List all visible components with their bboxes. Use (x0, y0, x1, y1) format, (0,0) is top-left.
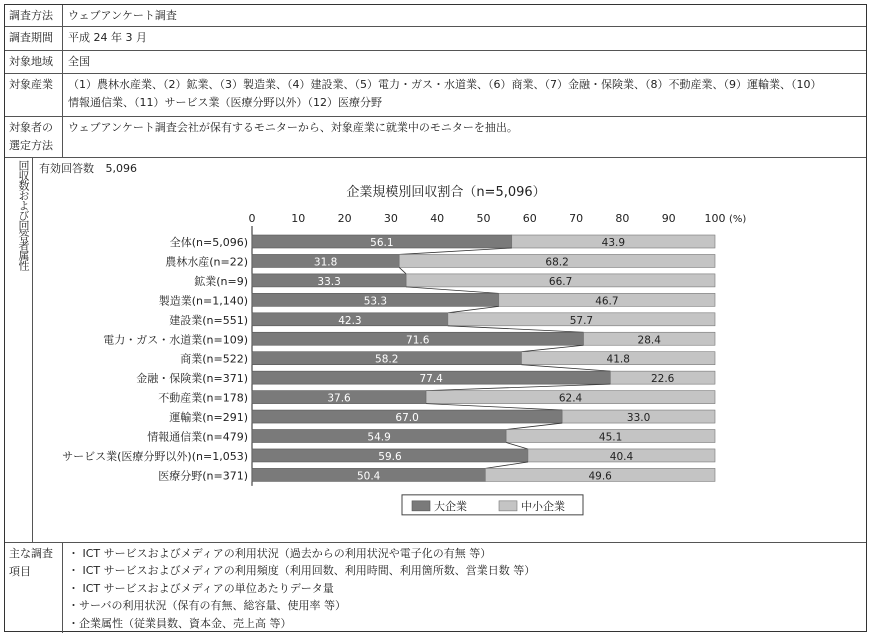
connector-line (448, 306, 499, 312)
survey-item: ・ ICT サービスおよびメディアの利用状況（過去からの利用状況や電子化の有無 等） (68, 547, 492, 560)
data-label-sme: 45.1 (598, 431, 623, 444)
x-tick-label: 60 (522, 212, 537, 225)
data-label-large-enterprise: 67.0 (395, 412, 419, 425)
label-selection-1: 対象者の (9, 121, 53, 134)
category-label: 鉱業(n=9) (194, 274, 248, 288)
legend-swatch-sme (499, 501, 517, 511)
label-items (5, 543, 63, 633)
label-method: 調査方法 (5, 5, 63, 26)
value-selection: ウェブアンケート調査会社が保有するモニターから、対象産業に就業中のモニターを抽出。 (68, 121, 518, 134)
chart-title: 企業規模別回収割合（n=5,096） (346, 185, 546, 200)
label-industry: 対象産業 (5, 74, 63, 116)
category-label: 製造業(n=1,140) (158, 294, 248, 308)
value-industry (63, 74, 866, 112)
connector-line (399, 248, 512, 254)
survey-item: ・ ICT サービスおよびメディアの単位あたりデータ量 (68, 581, 334, 595)
x-tick-label: 40 (430, 212, 445, 225)
label-items-1: 主な調査 (9, 547, 53, 560)
row-selection (5, 117, 866, 158)
survey-overview-table (4, 4, 867, 632)
value-region: 全国 (68, 55, 90, 68)
data-label-large-enterprise: 71.6 (406, 334, 430, 347)
data-label-sme: 43.9 (601, 237, 626, 249)
connector-line (448, 326, 584, 332)
x-tick-label: 100 (704, 212, 726, 225)
data-label-large-enterprise: 77.4 (419, 373, 443, 386)
data-label-large-enterprise: 50.4 (356, 470, 381, 483)
data-label-large-enterprise: 42.3 (338, 314, 362, 327)
data-label-large-enterprise: 37.6 (327, 392, 351, 405)
row-region (5, 51, 866, 74)
category-label: 商業(n=522) (180, 352, 248, 366)
data-label-large-enterprise: 33.3 (317, 275, 341, 288)
data-label-sme: 68.2 (545, 256, 569, 269)
value-method: ウェブアンケート調査 (68, 9, 177, 22)
data-label-large-enterprise: 31.8 (313, 256, 338, 269)
value-responses (33, 158, 866, 178)
label-period: 調査期間 (5, 27, 63, 50)
label-responses: 回収数および回答者属性 (5, 158, 33, 542)
data-label-sme: 41.8 (606, 353, 630, 366)
valid-responses-value: 5,096 (105, 162, 137, 175)
connector-line (426, 384, 610, 390)
category-label: 農林水産(n=22) (165, 255, 248, 269)
data-label-sme: 62.4 (558, 392, 583, 405)
connector-line (506, 443, 528, 449)
category-label: 建設業(n=551) (169, 313, 248, 327)
connector-line (506, 423, 562, 429)
connector-line (485, 462, 528, 468)
data-label-sme: 40.4 (609, 450, 634, 463)
connector-line (521, 365, 610, 371)
category-label: 電力・ガス・水道業(n=109) (103, 333, 248, 347)
category-label: 全体(n=5,096) (169, 236, 248, 249)
x-tick-label: 20 (337, 212, 352, 225)
company-size-chart (33, 180, 867, 540)
data-label-sme: 28.4 (637, 334, 661, 347)
x-tick-label: 80 (615, 212, 630, 225)
industry-line-1: （1）農林水産業、（2）鉱業、（3）製造業、（4）建設業、（5）電力・ガス・水道業、（6）商業、（7）金融・保険業、（8）不動産業、（9）運輸業、（10） (68, 78, 822, 91)
row-items (5, 543, 866, 633)
data-label-large-enterprise: 54.9 (367, 431, 391, 444)
data-label-sme: 46.7 (595, 295, 619, 308)
category-label: 不動産業(n=178) (158, 391, 248, 405)
data-label-sme: 33.0 (626, 412, 651, 425)
data-label-sme: 57.7 (569, 314, 594, 327)
legend-label-sme: 中小企業 (521, 499, 565, 513)
data-label-sme: 66.7 (548, 275, 573, 288)
label-region: 対象地域 (5, 51, 63, 73)
x-tick-label: 90 (661, 212, 676, 225)
industry-line-2: 情報通信業、（11）サービス業（医療分野以外）（12）医療分野 (68, 96, 382, 109)
data-label-sme: 22.6 (650, 373, 675, 386)
category-label: 運輸業(n=291) (169, 411, 248, 425)
x-unit-label: (%) (729, 214, 747, 225)
category-label: 金融・保険業(n=371) (136, 372, 248, 386)
data-label-sme: 49.6 (588, 470, 612, 483)
row-method (5, 5, 866, 27)
survey-item: ・ ICT サービスおよびメディアの利用頻度（利用回数、利用時間、利用箇所数、営業日数 等） (68, 564, 536, 578)
data-label-large-enterprise: 56.1 (370, 237, 394, 249)
items-list (63, 543, 866, 632)
label-items-2: 項目 (9, 565, 31, 578)
x-tick-label: 50 (476, 212, 491, 225)
label-selection-2: 選定方法 (9, 139, 53, 152)
row-responses (5, 158, 866, 543)
data-label-large-enterprise: 53.3 (363, 295, 388, 308)
connector-line (521, 345, 583, 351)
legend-swatch-large (412, 501, 430, 511)
row-industry (5, 74, 866, 117)
value-period: 平成 24 年 3 月 (68, 31, 147, 44)
survey-item: ・企業属性（従業員数、資本金、売上高 等） (68, 616, 292, 630)
x-tick-label: 70 (569, 212, 584, 225)
valid-responses-label: 有効回答数 (39, 162, 94, 175)
data-label-large-enterprise: 58.2 (375, 353, 399, 366)
category-label: 情報通信業(n=479) (147, 430, 248, 444)
x-tick-label: 10 (291, 212, 306, 225)
category-label: 医療分野(n=371) (158, 469, 248, 483)
legend-label-large: 大企業 (434, 499, 467, 513)
label-selection (5, 117, 63, 157)
category-label: サービス業(医療分野以外)(n=1,053) (62, 449, 248, 463)
data-label-large-enterprise: 59.6 (378, 450, 402, 463)
connector-line (399, 267, 406, 273)
x-tick-label: 0 (248, 212, 256, 225)
connector-line (426, 404, 562, 410)
connector-line (406, 287, 499, 293)
row-period (5, 27, 866, 51)
x-tick-label: 30 (383, 212, 398, 225)
survey-item: ・サーバの利用状況（保有の有無、総容量、使用率 等） (68, 599, 346, 613)
